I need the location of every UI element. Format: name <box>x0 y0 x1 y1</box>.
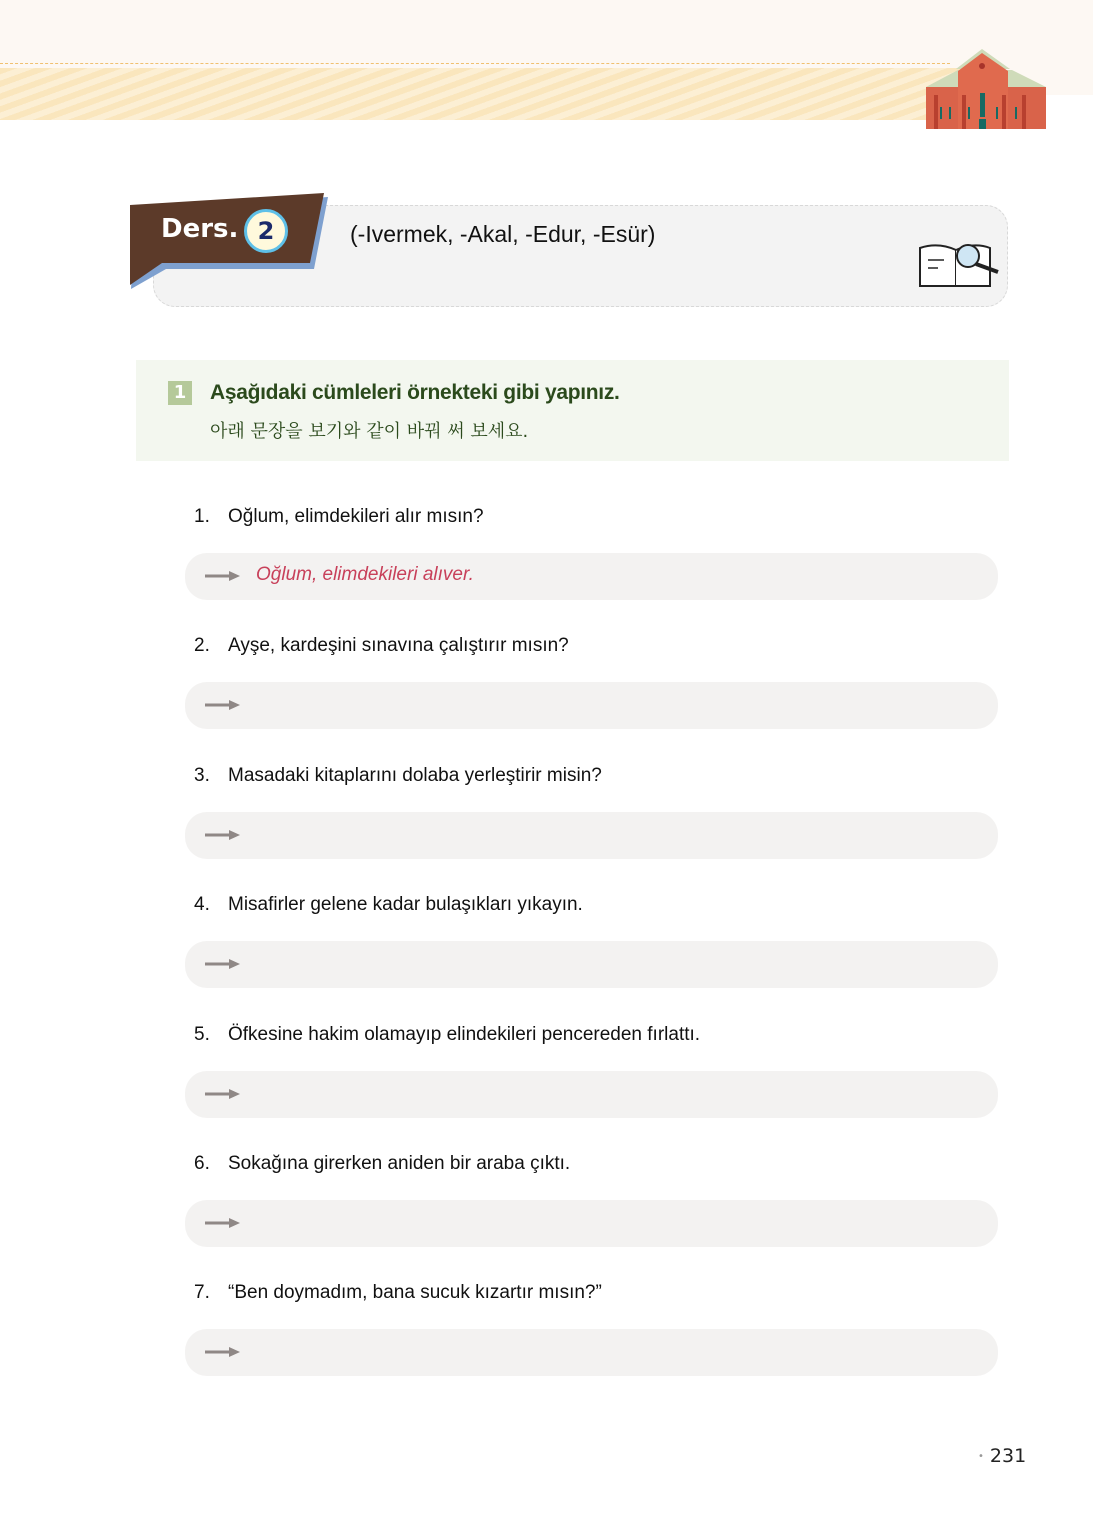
answer-field[interactable] <box>185 1200 998 1247</box>
question-text: Ayşe, kardeşini sınavına çalıştırır mısın? <box>228 635 569 657</box>
arrow-right-icon <box>205 570 241 582</box>
question-text: Sokağına girerken aniden bir araba çıktı. <box>228 1153 571 1174</box>
arrow-right-icon <box>205 1346 241 1358</box>
arrow-right-icon <box>205 1088 241 1100</box>
arrow-right-icon <box>205 1217 241 1229</box>
question-item <box>194 765 602 787</box>
question-number: 5. <box>194 1023 210 1045</box>
answer-field[interactable] <box>185 553 998 600</box>
question-text: Öfkesine hakim olamayıp elindekileri pencereden fırlattı. <box>228 1023 701 1045</box>
page-number <box>978 1445 1026 1467</box>
answer-field[interactable] <box>185 812 998 859</box>
question-text: “Ben doymadım, bana sucuk kızartır mısın?” <box>228 1282 602 1304</box>
question-number: 2. <box>194 635 210 657</box>
question-number: 4. <box>194 894 210 916</box>
question-text: Oğlum, elimdekileri alır mısın? <box>228 506 484 527</box>
question-number: 6. <box>194 1153 210 1174</box>
arrow-right-icon <box>205 958 241 970</box>
arrow-right-icon <box>205 829 241 841</box>
exercise-subheading: 아래 문장을 보기와 같이 바꿔 써 보세요. <box>210 421 529 442</box>
question-item <box>194 1153 570 1175</box>
question-item <box>194 894 583 916</box>
question-text: Misafirler gelene kadar bulaşıkları yıkayın. <box>228 894 583 916</box>
header-dashed-line <box>0 63 950 64</box>
lesson-title: (-Ivermek, -Akal, -Edur, -Esür) <box>350 221 656 247</box>
lesson-label: Ders. <box>161 214 239 244</box>
answer-field[interactable] <box>185 682 998 729</box>
lesson-number-badge: 2 <box>244 209 288 253</box>
exercise-number-badge: 1 <box>168 381 192 405</box>
question-item <box>194 1282 602 1304</box>
question-number: 7. <box>194 1282 210 1304</box>
answer-field[interactable] <box>185 941 998 988</box>
book-magnifier-icon <box>916 240 1002 290</box>
question-item <box>194 506 484 528</box>
question-text: Masadaki kitaplarını dolaba yerleştirir misin? <box>228 764 602 786</box>
exercise-heading: Aşağıdaki cümleleri örnekteki gibi yapınız. <box>210 381 620 404</box>
question-number: 1. <box>194 506 210 527</box>
building-illustration <box>922 45 1048 131</box>
question-item <box>194 635 569 657</box>
page-number-dot: • <box>978 1451 984 1462</box>
question-number: 3. <box>194 764 210 786</box>
answer-field[interactable] <box>185 1329 998 1376</box>
answer-field[interactable] <box>185 1071 998 1118</box>
exercise-instruction-box <box>136 360 1009 461</box>
page-number-value: 231 <box>989 1445 1027 1467</box>
arrow-right-icon <box>205 699 241 711</box>
header-stripes <box>0 68 1000 120</box>
question-item <box>194 1024 700 1046</box>
answer-text: Oğlum, elimdekileri alıver. <box>256 564 474 585</box>
